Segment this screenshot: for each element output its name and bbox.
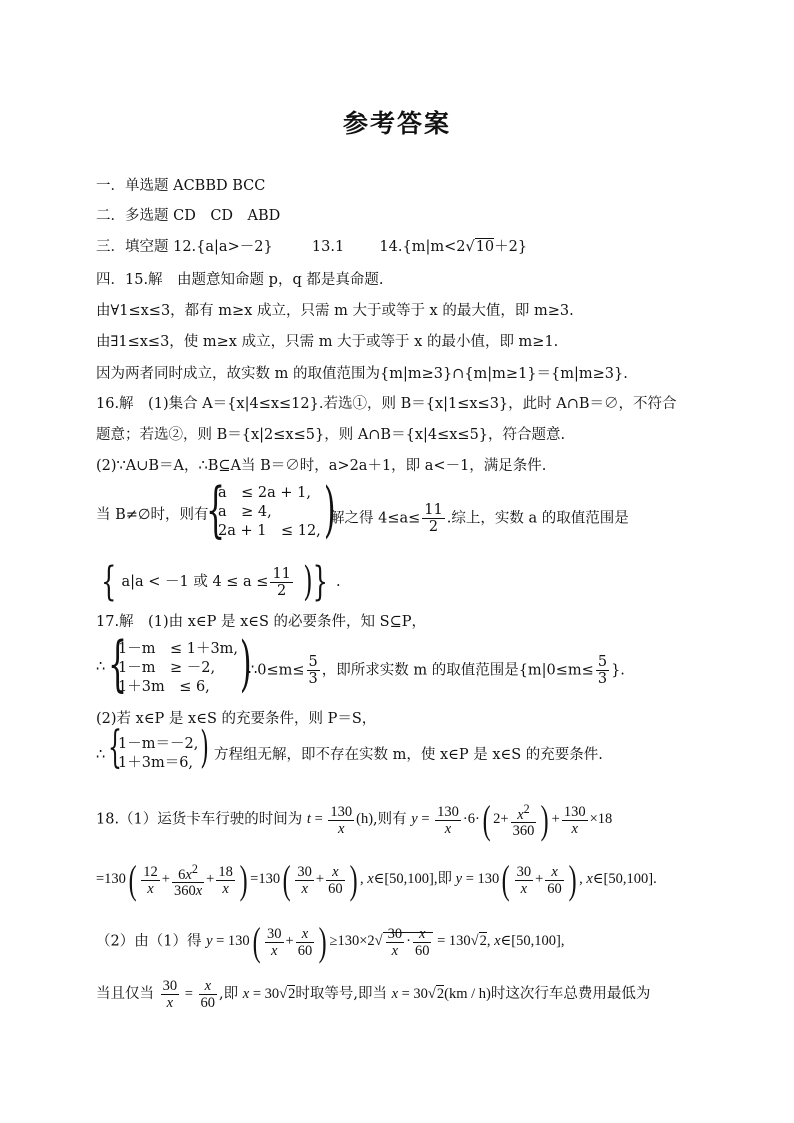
system-row: 1＋3m ≤ 6, — [118, 679, 210, 695]
system-row: 1＋3m＝6, — [118, 755, 194, 771]
q17-line-1: 17.解 (1)由 x∈P 是 x∈S 的必要条件，知 S⊆P， — [96, 614, 426, 630]
q16-system — [218, 484, 328, 544]
q15-line-4: 因为两者同时成立，故实数 m 的取值范围为{m|m≥3}∩{m|m≥1}＝{m|m≥3}. — [96, 366, 628, 382]
left-brace: { — [108, 629, 128, 699]
left-brace: { — [206, 475, 226, 545]
q17-system — [118, 640, 238, 700]
q16-line-1: 16.解 (1)集合 A＝{x|4≤x≤12}.若选①，则 B＝{x|1≤x≤3}，此时 A∩B＝∅，不符合 — [96, 396, 677, 412]
q18-line-2: =130( $\frac{12}{x}$ + $\frac{6x^2}{360x}$ + $\frac{18}{x}$ ) =130( $\frac{30}{x}$ + $\frac{x}{60}$ ) , x∈[50,100],即 y = 130( $\frac{30}{x}$ + $\frac{x}{60}$ ) , x∈[50,100]. — [96, 857, 657, 902]
answer-13: 13.1 — [311, 239, 345, 255]
section-fill-blank — [96, 237, 527, 257]
q15-line-3: 由∃1≤x≤3，使 m≥x 成立，只需 m 大于或等于 x 的最小值，即 m≥1. — [96, 334, 559, 350]
q16-line-2: 题意；若选②，则 B＝{x|2≤x≤5}，则 A∩B＝{x|4≤x≤5}，符合题意. — [96, 427, 566, 443]
q17-line-2: ∴0≤m≤ $\frac{5}{3}$ ，即所求实数 m 的取值范围是{m|0≤m≤ $\frac{5}{3}$ }. — [248, 654, 625, 687]
q16-line-3: (2)∵A∪B＝A，∴B⊆A当 B＝∅时，a>2a＋1，即 a<－1，满足条件. — [96, 458, 547, 474]
q18-line-4: 当且仅当 $\frac{30}{x}$ = $\frac{x}{60}$ ,即 x = 30√2时取等号,即当 x = 30√2(km / h)时这次行车总费用最低为 — [96, 978, 651, 1011]
page-title: 参考答案 — [342, 109, 451, 138]
answer-14: 14.{m|m<2√10＋2} — [379, 239, 528, 255]
q17-line-3: (2)若 x∈P 是 x∈S 的充要条件，则 P＝S， — [96, 711, 377, 727]
system-row: 1－m ≥ －2, — [118, 660, 216, 676]
q15-line-2: 由∀1≤x≤3，都有 m≥x 成立，只需 m 大于或等于 x 的最大值，即 m≥3. — [96, 303, 574, 319]
right-paren: ) — [200, 722, 209, 773]
q16-line-4-suffix: 解之得 4≤a≤ $\frac{11}{2}$ .综上，实数 a 的取值范围是 — [330, 502, 629, 535]
q17-line-4: 方程组无解，即不存在实数 m，使 x∈P 是 x∈S 的充要条件. — [214, 747, 603, 763]
section-single-choice: 一．单选题 ACBBD BCC — [96, 178, 266, 194]
q17-system-2 — [118, 735, 208, 775]
answer-12: 三．填空题 12.{a|a>－2} — [96, 239, 273, 255]
therefore-symbol: ∴ — [96, 659, 106, 675]
right-paren: ) — [239, 629, 252, 699]
system-row: 1－m＝－2, — [118, 736, 199, 752]
system-row: a ≤ 2a + 1, — [218, 485, 311, 501]
right-paren: ) — [323, 475, 336, 545]
q15-line-1: 四．15.解 由题意知命题 p，q 都是真命题. — [96, 272, 384, 288]
q18-line-3: （2）由（1）得 y = 130( $\frac{30}{x}$ + $\frac{x}{60}$ ) ≥130×2√ $\frac{30}{x}$ · $\frac{x}{60}$ = 130√2, x∈[50,100], — [96, 919, 565, 964]
therefore-symbol: ∴ — [96, 747, 106, 763]
q18-line-1: 18.（1）运货卡车行驶的时间为 t = $\frac{130}{x}$ (h),则有 y = $\frac{130}{x}$ ·6·( 2+ $\frac{x^2}{360}$ ) + $\frac{130}{x}$ ×18 — [96, 797, 613, 842]
q16-line-4-prefix: 当 B≠∅时，则有 — [96, 507, 209, 523]
system-row: 2a + 1 ≤ 12, — [218, 523, 321, 539]
left-brace: { — [108, 722, 122, 773]
section-multi-choice: 二．多选题 CD CD ABD — [96, 208, 281, 224]
system-row: a ≥ 4, — [218, 504, 272, 520]
system-row: 1－m ≤ 1＋3m, — [118, 641, 239, 657]
q16-line-5: { a|a < －1 或 4 ≤ a ≤ $\frac{11}{2}$ )} . — [101, 559, 341, 605]
